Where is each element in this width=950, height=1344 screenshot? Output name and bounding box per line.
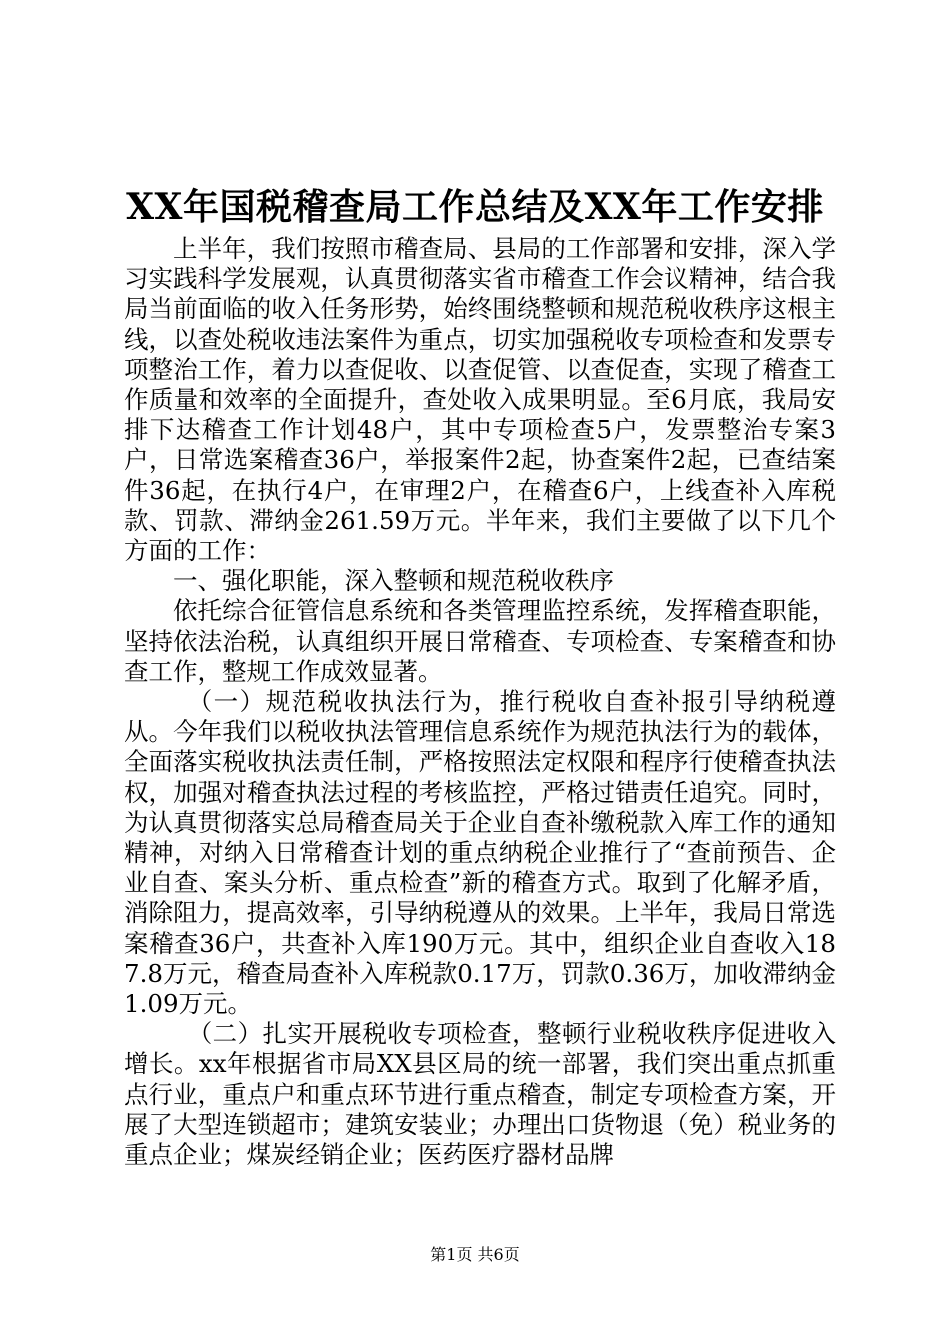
page-number-footer: 第1页 共6页 [430, 1245, 520, 1264]
paragraph-intro: 上半年，我们按照市稽查局、县局的工作部署和安排，深入学习实践科学发展观，认真贯彻落实省市稽查工作会议精神，结合我局当前面临的收入任务形势，始终围绕整顿和规范税收秩序这根主线，以查处税收违法案件为重点，切实加强税收专项检查和发票专项整治工作，着力以查促收、以查促管、以查促查，实现了稽查工作质量和效率的全面提升，查处收入成果明显。至6月底，我局安排下达稽查工作计划48户，其中专项检查5户，发票整治专案3户，日常选案稽查36户，举报案件2起，协查案件2起，已查结案件36起，在执行4户，在审理2户，在稽查6户，上线查补入库税款、罚款、滞纳金261.59万元。半年来，我们主要做了以下几个方面的工作： [124, 234, 836, 566]
section-heading: 一、强化职能，深入整顿和规范税收秩序 [173, 566, 614, 596]
paragraph-section-summary: 依托综合征管信息系统和各类管理监控系统，发挥稽查职能，坚持依法治税，认真组织开展日常稽查、专项检查、专案稽查和协查工作，整规工作成效显著。 [124, 596, 836, 686]
paragraph-subsection-1: （一）规范税收执法行为，推行税收自查补报引导纳税遵从。今年我们以税收执法管理信息系统作为规范执法行为的载体，全面落实税收执法责任制，严格按照法定权限和程序行使稽查执法权，加强对稽查执法过程的考核监控，严格过错责任追究。同时，为认真贯彻落实总局稽查局关于企业自查补缴税款入库工作的通知精神，对纳入日常稽查计划的重点纳税企业推行了“查前预告、企业自查、案头分析、重点检查”新的稽查方式。取到了化解矛盾，消除阻力，提高效率，引导纳税遵从的效果。上半年，我局日常选案稽查36户，共查补入库190万元。其中，组织企业自查收入187.8万元，稽查局查补入库税款0.17万，罚款0.36万，加收滞纳金1.09万元。 [124, 687, 836, 1019]
paragraph-subsection-2: （二）扎实开展税收专项检查，整顿行业税收秩序促进收入增长。xx年根据省市局XX县区局的统一部署，我们突出重点抓重点行业，重点户和重点环节进行重点稽查，制定专项检查方案，开展了大型连锁超市；建筑安装业；办理出口货物退（免）税业务的重点企业；煤炭经销企业；医药医疗器材品牌 [124, 1019, 836, 1170]
document-body [124, 234, 836, 1170]
document-title: XX年国税稽查局工作总结及XX年工作安排 [126, 186, 824, 228]
